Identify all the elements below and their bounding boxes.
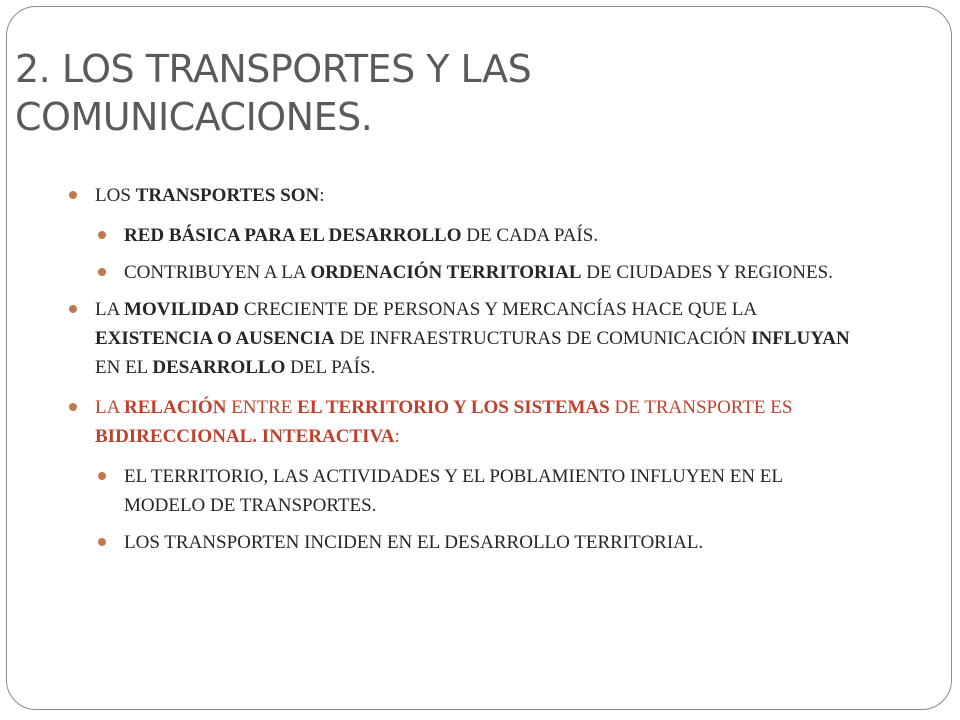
bold-text: RED BÁSICA PARA EL DESARROLLO: [124, 225, 462, 246]
bold-text: DESARROLLO: [152, 357, 286, 378]
slide-title: [15, 45, 915, 141]
bullet-transportes-son: [67, 181, 867, 210]
bold-text: BIDIRECCIONAL. INTERACTIVA: [95, 426, 395, 447]
text: EN EL: [95, 357, 153, 378]
text: LOS: [95, 185, 136, 206]
text: LOS TRANSPORTEN INCIDEN EN EL DESARROLLO TERRITORIAL.: [124, 532, 704, 553]
bullet-relacion: [67, 393, 867, 451]
sub-bullet-red-basica: [67, 221, 867, 250]
sub-bullet-ordenacion: [67, 258, 867, 287]
bold-text: ORDENACIÓN TERRITORIAL: [310, 262, 582, 283]
sub-bullet-territorio-influye: [67, 462, 867, 520]
text: LA: [95, 397, 125, 418]
text: :: [319, 185, 325, 206]
text: DE TRANSPORTE ES: [609, 397, 793, 418]
bullet-movilidad: [67, 295, 867, 382]
bold-text: EXISTENCIA O AUSENCIA: [95, 328, 335, 349]
bold-text: TRANSPORTES SON: [135, 185, 320, 206]
slide-frame: [6, 6, 952, 710]
bullet-list: [67, 181, 867, 565]
text: LA: [95, 299, 125, 320]
bold-text: RELACIÓN: [124, 397, 227, 418]
text: ENTRE: [226, 397, 298, 418]
title-line-1: 2. LOS TRANSPORTES Y LAS: [15, 47, 532, 91]
title-line-2: COMUNICACIONES.: [15, 95, 373, 139]
text: CRECIENTE DE PERSONAS Y MERCANCÍAS HACE QUE LA: [239, 299, 756, 320]
bold-text: MOVILIDAD: [124, 299, 240, 320]
text: CONTRIBUYEN A LA: [124, 262, 311, 283]
text: :: [394, 426, 400, 447]
text: DE CADA PAÍS.: [461, 225, 599, 246]
bold-text: INFLUYAN: [751, 328, 850, 349]
text: DE CIUDADES Y REGIONES.: [581, 262, 833, 283]
text: DE INFRAESTRUCTURAS DE COMUNICACIÓN: [334, 328, 752, 349]
text: EL TERRITORIO, LAS ACTIVIDADES Y EL POBLAMIENTO INFLUYEN EN EL MODELO DE TRANSPORTES.: [124, 466, 783, 516]
text: DEL PAÍS.: [285, 357, 376, 378]
bold-text: EL TERRITORIO Y LOS SISTEMAS: [297, 397, 610, 418]
sub-bullet-transportes-inciden: [67, 528, 867, 557]
